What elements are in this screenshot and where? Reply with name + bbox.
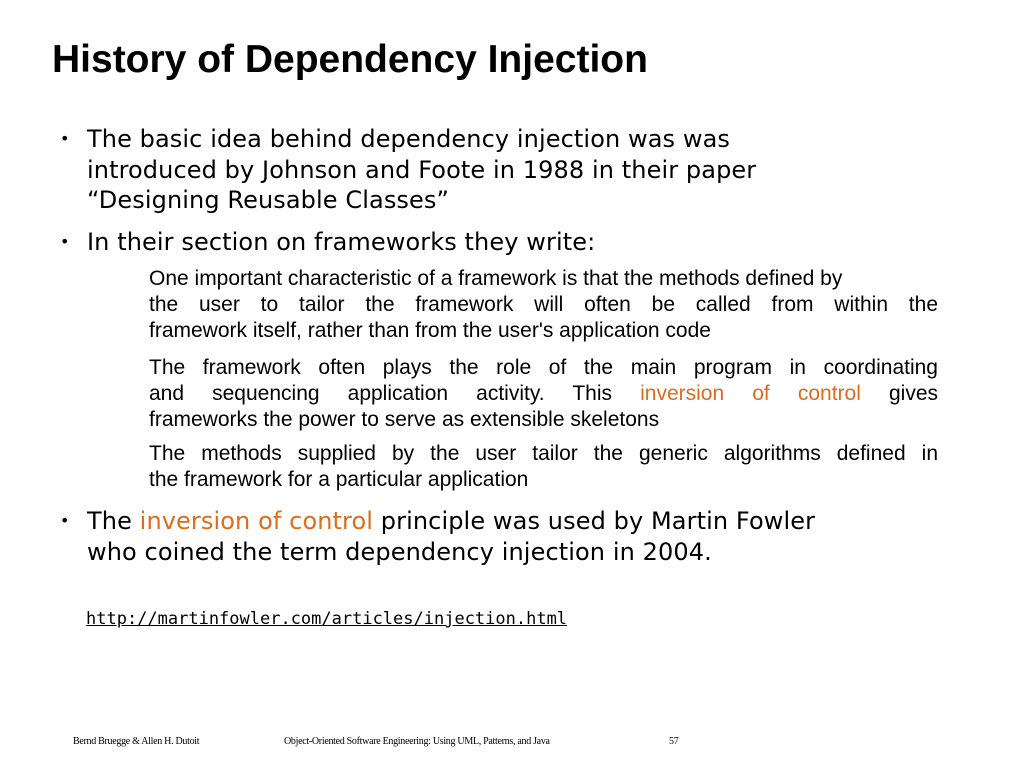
- footer-page-number: 57: [669, 736, 679, 747]
- quote-line: frameworks the power to serve as extensible skeletons: [149, 408, 660, 431]
- bullet-text: [87, 506, 917, 567]
- quote-line: framework itself, rather than from the user's application code: [149, 319, 711, 342]
- quote-line: [149, 381, 938, 407]
- quote-line: The framework often plays the role of the main program in coordinating: [149, 356, 938, 379]
- bullet-text: [87, 124, 917, 216]
- bullet-line: [87, 506, 917, 537]
- bullet-dot: •: [60, 232, 70, 251]
- bullet-text-part: principle was used by Martin Fowler: [373, 507, 816, 535]
- quote-line: the user to tailor the framework will often be called from within the: [149, 293, 938, 316]
- inversion-of-control-highlight: inversion of control: [640, 382, 861, 405]
- bullet-text: [87, 227, 917, 258]
- martin-fowler-article-link[interactable]: http://martinfowler.com/articles/injection.html: [86, 609, 568, 629]
- quote-line: The methods supplied by the user tailor the generic algorithms defined in: [149, 442, 938, 465]
- bullet-dot: •: [60, 129, 70, 148]
- bullet-item: [60, 506, 960, 567]
- quote-paragraph: [149, 441, 938, 493]
- quote-paragraph: [149, 355, 938, 433]
- bullet-line: “Designing Reusable Classes”: [87, 186, 450, 214]
- quote-line: One important characteristic of a framework is that the methods defined by: [149, 267, 843, 290]
- quote-line: the framework for a particular application: [149, 468, 529, 491]
- quote-paragraph: [149, 266, 938, 344]
- bullet-item: [60, 124, 960, 216]
- quote-text: and sequencing application activity. This: [149, 382, 641, 405]
- bullet-line: who coined the term dependency injection in 2004.: [87, 537, 712, 566]
- bullet-line: introduced by Johnson and Foote in 1988 in their paper: [87, 155, 757, 184]
- bullet-line: The basic idea behind dependency injection was was: [87, 125, 731, 153]
- bullet-text-part: The: [87, 507, 140, 535]
- inversion-of-control-highlight: inversion of control: [139, 507, 374, 535]
- slide-title: History of Dependency Injection: [52, 38, 648, 81]
- quote-text: gives: [860, 382, 938, 405]
- footer-authors: Bernd Bruegge & Allen H. Dutoit: [73, 736, 200, 747]
- bullet-line: In their section on frameworks they write:: [87, 228, 596, 256]
- bullet-item: [60, 227, 960, 258]
- bullet-dot: •: [60, 511, 70, 530]
- footer-book-title: Object-Oriented Software Engineering: Using UML, Patterns, and Java: [284, 736, 550, 747]
